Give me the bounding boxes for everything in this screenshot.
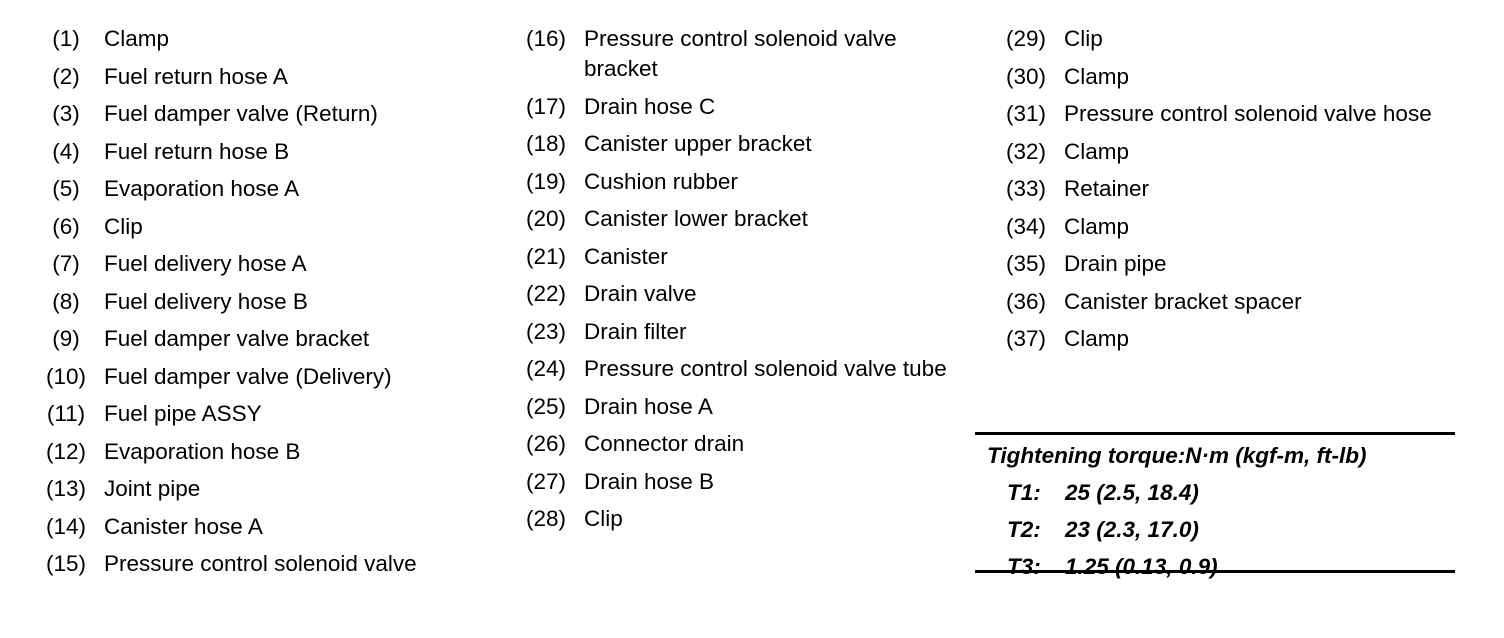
torque-row	[975, 515, 1455, 545]
part-label: Canister	[584, 243, 668, 269]
torque-key: T1:	[1007, 480, 1041, 505]
part-list-item	[988, 137, 1468, 175]
part-number: (1)	[52, 26, 80, 51]
part-number: (17)	[525, 93, 566, 119]
part-number: (2)	[52, 63, 80, 89]
part-list-item	[508, 504, 968, 542]
part-list-item	[28, 362, 488, 400]
part-number: (3)	[52, 101, 80, 126]
torque-row	[975, 552, 1455, 582]
part-number: (11)	[46, 401, 86, 426]
part-list-item	[28, 512, 488, 550]
part-list-item	[508, 354, 968, 392]
part-number: (25)	[525, 393, 566, 419]
part-number: (21)	[525, 243, 566, 269]
part-label: Drain hose A	[584, 393, 713, 419]
part-label: Fuel return hose A	[104, 63, 288, 89]
part-number: (33)	[1005, 176, 1046, 201]
part-list-item	[28, 437, 488, 475]
part-list-item	[508, 317, 968, 355]
part-list-item	[28, 99, 488, 137]
part-list-item	[28, 474, 488, 512]
part-label: Drain pipe	[1064, 251, 1167, 276]
torque-title: Tightening torque:N·m (kgf-m, ft-lb)	[987, 443, 1367, 468]
part-list-item	[28, 399, 488, 437]
part-list-item	[988, 287, 1468, 325]
torque-table	[975, 432, 1455, 579]
part-label: Drain filter	[584, 318, 687, 344]
part-label: Drain hose B	[584, 468, 715, 494]
part-list-item	[28, 212, 488, 250]
part-number: (29)	[1005, 26, 1046, 51]
part-list-item	[28, 137, 488, 175]
part-number: (22)	[525, 281, 566, 306]
part-label: Pressure control solenoid valve	[104, 551, 417, 576]
part-number: (31)	[1005, 101, 1046, 126]
part-list-item	[508, 92, 968, 130]
part-label: Canister lower bracket	[584, 206, 808, 231]
part-list-item	[508, 392, 968, 430]
part-number: (13)	[45, 476, 86, 501]
part-list-item	[508, 24, 968, 92]
part-number: (23)	[525, 318, 566, 344]
part-list-item	[988, 174, 1468, 212]
part-number: (20)	[525, 206, 566, 231]
parts-column-1	[28, 24, 488, 587]
part-label: Cushion rubber	[584, 168, 738, 194]
torque-value: 1.25 (0.13, 0.9)	[1065, 554, 1218, 579]
part-number: (26)	[525, 431, 566, 456]
part-number: (4)	[52, 138, 80, 164]
part-label: Clamp	[1064, 138, 1130, 164]
part-label: Connector drain	[584, 431, 745, 456]
part-number: (36)	[1005, 288, 1046, 314]
part-number: (37)	[1005, 326, 1046, 351]
part-list-item	[988, 249, 1468, 287]
part-list-item	[508, 429, 968, 467]
part-label: Clip	[104, 213, 143, 239]
part-label: Canister upper bracket	[584, 131, 812, 156]
torque-value: 25 (2.5, 18.4)	[1065, 480, 1199, 505]
part-label: Drain hose C	[584, 93, 716, 119]
part-number: (14)	[45, 513, 86, 539]
part-label: Fuel delivery hose B	[104, 288, 308, 314]
part-list-item	[28, 287, 488, 325]
part-label: Fuel damper valve bracket	[104, 326, 370, 351]
part-label: Fuel damper valve (Delivery)	[104, 363, 392, 389]
parts-column-2	[508, 24, 968, 542]
part-number: (34)	[1005, 213, 1046, 239]
torque-row	[975, 478, 1455, 508]
part-label: Fuel return hose B	[104, 138, 290, 164]
part-number: (10)	[45, 363, 86, 389]
part-label: Clamp	[104, 26, 170, 51]
part-list-item	[28, 549, 488, 587]
part-list-item	[508, 279, 968, 317]
part-label: Clip	[1064, 26, 1103, 51]
part-list-item	[508, 467, 968, 505]
part-label: Fuel pipe ASSY	[104, 401, 262, 426]
part-list-item	[988, 212, 1468, 250]
part-list-item	[508, 167, 968, 205]
part-number: (18)	[525, 131, 566, 156]
part-list-item	[988, 24, 1468, 62]
part-number: (15)	[45, 551, 86, 576]
part-label: Pressure control solenoid valve bracket	[584, 26, 897, 81]
part-label: Drain valve	[584, 281, 697, 306]
part-list-item	[508, 204, 968, 242]
part-list-item	[28, 249, 488, 287]
part-number: (6)	[52, 213, 80, 239]
part-label: Evaporation hose A	[104, 176, 300, 201]
part-label: Evaporation hose B	[104, 438, 301, 464]
part-label: Clamp	[1064, 326, 1130, 351]
part-label: Pressure control solenoid valve tube	[584, 356, 947, 381]
part-label: Fuel damper valve (Return)	[104, 101, 378, 126]
part-label: Fuel delivery hose A	[104, 251, 307, 276]
part-list-item	[508, 242, 968, 280]
part-number: (8)	[52, 288, 80, 314]
part-list-item	[28, 24, 488, 62]
part-number: (30)	[1005, 63, 1046, 89]
torque-key: T3:	[1007, 554, 1041, 579]
part-number: (12)	[45, 438, 86, 464]
part-list-item	[28, 324, 488, 362]
part-label: Pressure control solenoid valve hose	[1064, 101, 1432, 126]
part-label: Canister bracket spacer	[1064, 288, 1302, 314]
part-number: (28)	[525, 506, 566, 531]
parts-column-3	[988, 24, 1468, 362]
part-label: Canister hose A	[104, 513, 263, 539]
part-list-item	[988, 62, 1468, 100]
torque-value: 23 (2.3, 17.0)	[1065, 517, 1199, 542]
part-number: (19)	[525, 168, 566, 194]
part-number: (35)	[1005, 251, 1046, 276]
part-list-item	[28, 62, 488, 100]
part-list-item	[988, 324, 1468, 362]
part-number: (32)	[1005, 138, 1046, 164]
part-label: Clamp	[1064, 63, 1130, 89]
part-number: (7)	[52, 251, 80, 276]
part-list-item	[988, 99, 1468, 137]
part-label: Joint pipe	[104, 476, 201, 501]
torque-rows	[975, 478, 1455, 582]
part-list-item	[508, 129, 968, 167]
part-number: (16)	[525, 26, 566, 51]
part-label: Clamp	[1064, 213, 1130, 239]
part-number: (5)	[52, 176, 80, 201]
part-number: (27)	[525, 468, 566, 494]
part-number: (24)	[525, 356, 566, 381]
torque-key: T2:	[1007, 517, 1041, 542]
part-label: Clip	[584, 506, 623, 531]
part-list-item	[28, 174, 488, 212]
part-number: (9)	[52, 326, 80, 351]
part-label: Retainer	[1064, 176, 1150, 201]
